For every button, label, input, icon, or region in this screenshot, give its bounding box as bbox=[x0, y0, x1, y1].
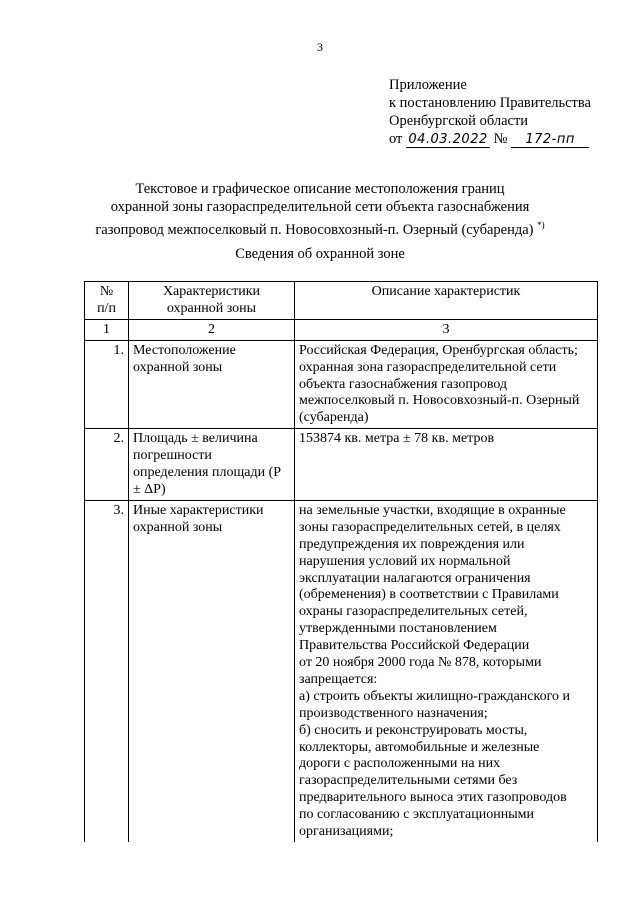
appendix-block bbox=[389, 76, 591, 148]
table-row bbox=[85, 500, 598, 842]
section-subtitle: Сведения об охранной зоне bbox=[235, 246, 405, 262]
row-characteristic: Площадь ± величина погрешности определения площади (P ± ΔP) bbox=[129, 429, 295, 501]
numbering-cell: 1 bbox=[85, 319, 129, 340]
row-description: на земельные участки, входящие в охранные зоны газораспределительных сетей, в целях предупреждения их повреждения или нарушения условий их нормальной эксплуатации налагаются ограничения (обременения) в соответствии с Правилами охраны газораспределительных сетей, утвержденными постановлением Правительства Российской Федерации от 20 ноября 2000 года № 878, которыми запрещается: а) строить объекты жилищно-гражданского и производственного назначения; б) сносить и реконструировать мосты, коллекторы, автомобильные и железные дороги с расположенными на них газораспределительными сетями без предварительного выноса этих газопроводов по согласованию с эксплуатационными организациями; bbox=[295, 500, 598, 842]
title-line-1: Текстовое и графическое описание местоположения границ bbox=[135, 181, 505, 197]
number-sign: № bbox=[493, 131, 508, 147]
numbering-cell: 2 bbox=[129, 319, 295, 340]
header-characteristic: Характеристики охранной зоны bbox=[129, 282, 295, 320]
title-line-3-text: газопровод межпоселковый п. Новосовхозный-п. Озерный (субаренда) bbox=[95, 222, 534, 238]
protection-zone-table bbox=[84, 281, 598, 842]
handwritten-number: 172-пп bbox=[511, 133, 589, 148]
row-characteristic: Местоположение охранной зоны bbox=[129, 340, 295, 429]
row-number: 3. bbox=[85, 500, 129, 842]
table-numbering-row bbox=[85, 319, 598, 340]
row-description: Российская Федерация, Оренбургская область; охранная зона газораспределительной сети объекта газоснабжения газопровод межпоселковый п. Новосовхозный-п. Озерный (субаренда) bbox=[295, 340, 598, 429]
row-characteristic: Иные характеристики охранной зоны bbox=[129, 500, 295, 842]
table-row bbox=[85, 429, 598, 501]
row-number: 2. bbox=[85, 429, 129, 501]
page-number: 3 bbox=[317, 40, 323, 54]
table-row bbox=[85, 340, 598, 429]
table-header-row bbox=[85, 282, 598, 320]
document-title bbox=[0, 180, 640, 239]
header-number: № п/п bbox=[85, 282, 129, 320]
title-line-2: охранной зоны газораспределительной сети объекта газоснабжения bbox=[110, 199, 530, 215]
appendix-resolution: к постановлению Правительства bbox=[389, 95, 591, 111]
appendix-title: Приложение bbox=[389, 77, 467, 93]
handwritten-date: 04.03.2022 bbox=[406, 133, 490, 148]
numbering-cell: 3 bbox=[295, 319, 598, 340]
appendix-region: Оренбургской области bbox=[389, 113, 529, 129]
row-description: 153874 кв. метра ± 78 кв. метров bbox=[295, 429, 598, 501]
appendix-date-line bbox=[389, 130, 591, 148]
title-line-3 bbox=[0, 216, 640, 239]
row-number: 1. bbox=[85, 340, 129, 429]
header-description: Описание характеристик bbox=[295, 282, 598, 320]
from-label: от bbox=[389, 131, 403, 147]
footnote-mark: *) bbox=[537, 220, 545, 230]
